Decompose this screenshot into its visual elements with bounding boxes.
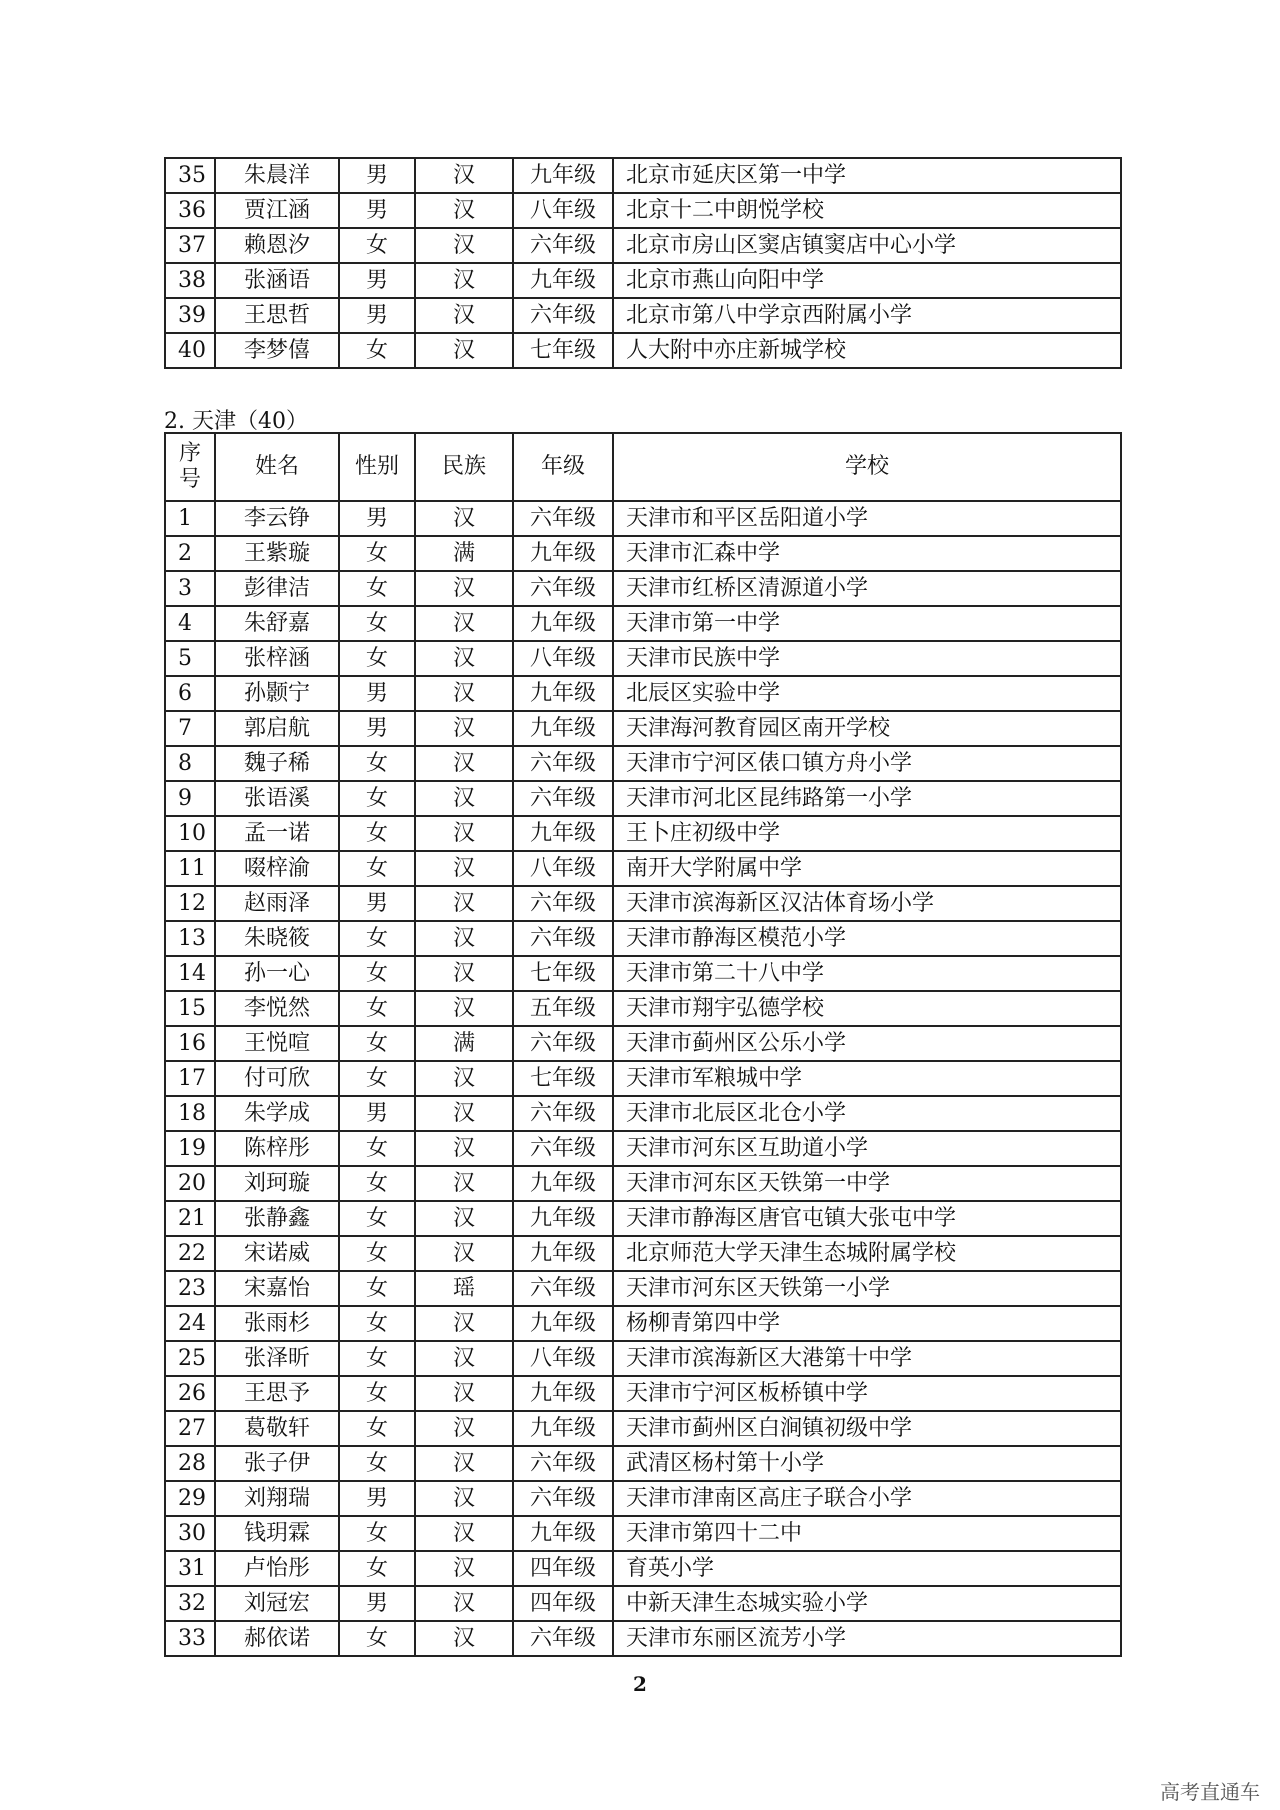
cell-number: 9 [165, 781, 215, 816]
cell-school: 天津市津南区高庄子联合小学 [613, 1481, 1121, 1516]
cell-ethnicity: 汉 [415, 1341, 513, 1376]
cell-name: 卢怡彤 [215, 1551, 339, 1586]
cell-ethnicity: 汉 [415, 746, 513, 781]
cell-ethnicity: 汉 [415, 921, 513, 956]
cell-grade: 四年级 [513, 1586, 613, 1621]
cell-ethnicity: 汉 [415, 956, 513, 991]
cell-gender: 女 [339, 1551, 415, 1586]
cell-name: 魏子稀 [215, 746, 339, 781]
tianjin-student-table [164, 432, 1122, 1657]
cell-name: 朱晨洋 [215, 158, 339, 193]
cell-name: 王思哲 [215, 298, 339, 333]
cell-school: 人大附中亦庄新城学校 [613, 333, 1121, 368]
cell-grade: 九年级 [513, 1201, 613, 1236]
cell-gender: 男 [339, 676, 415, 711]
cell-grade: 九年级 [513, 816, 613, 851]
cell-number: 28 [165, 1446, 215, 1481]
cell-gender: 男 [339, 298, 415, 333]
cell-name: 孙一心 [215, 956, 339, 991]
cell-gender: 男 [339, 1096, 415, 1131]
cell-number: 6 [165, 676, 215, 711]
table-row [165, 956, 1121, 991]
table-row [165, 193, 1121, 228]
cell-ethnicity: 汉 [415, 571, 513, 606]
cell-number: 38 [165, 263, 215, 298]
cell-school: 南开大学附属中学 [613, 851, 1121, 886]
cell-number: 25 [165, 1341, 215, 1376]
cell-name: 朱晓筱 [215, 921, 339, 956]
cell-ethnicity: 汉 [415, 333, 513, 368]
cell-gender: 女 [339, 1061, 415, 1096]
cell-ethnicity: 汉 [415, 1376, 513, 1411]
cell-school: 天津市河东区天铁第一小学 [613, 1271, 1121, 1306]
cell-name: 张子伊 [215, 1446, 339, 1481]
table-row [165, 1061, 1121, 1096]
cell-grade: 九年级 [513, 1166, 613, 1201]
cell-ethnicity: 汉 [415, 193, 513, 228]
cell-ethnicity: 汉 [415, 1551, 513, 1586]
cell-number: 5 [165, 641, 215, 676]
cell-number: 11 [165, 851, 215, 886]
cell-school: 天津市第四十二中 [613, 1516, 1121, 1551]
cell-number: 21 [165, 1201, 215, 1236]
cell-ethnicity: 汉 [415, 1166, 513, 1201]
cell-gender: 女 [339, 746, 415, 781]
cell-ethnicity: 汉 [415, 158, 513, 193]
cell-grade: 六年级 [513, 886, 613, 921]
cell-grade: 八年级 [513, 193, 613, 228]
cell-name: 刘冠宏 [215, 1586, 339, 1621]
cell-name: 张静鑫 [215, 1201, 339, 1236]
cell-school: 天津市河东区互助道小学 [613, 1131, 1121, 1166]
cell-grade: 六年级 [513, 1481, 613, 1516]
cell-name: 陈梓彤 [215, 1131, 339, 1166]
table-row [165, 816, 1121, 851]
cell-school: 北京市燕山向阳中学 [613, 263, 1121, 298]
cell-gender: 女 [339, 781, 415, 816]
cell-gender: 女 [339, 1131, 415, 1166]
cell-school: 北京市房山区窦店镇窦店中心小学 [613, 228, 1121, 263]
cell-school: 天津市东丽区流芳小学 [613, 1621, 1121, 1656]
table-row [165, 158, 1121, 193]
table-header [165, 433, 1121, 501]
table-row [165, 228, 1121, 263]
cell-school: 天津市河北区昆纬路第一小学 [613, 781, 1121, 816]
cell-ethnicity: 满 [415, 536, 513, 571]
cell-number: 35 [165, 158, 215, 193]
header-name: 姓名 [215, 433, 339, 501]
cell-ethnicity: 汉 [415, 711, 513, 746]
table-row [165, 1376, 1121, 1411]
table-row [165, 991, 1121, 1026]
page-number: 2 [633, 1672, 647, 1696]
cell-grade: 九年级 [513, 606, 613, 641]
table-row [165, 1096, 1121, 1131]
cell-school: 天津市宁河区板桥镇中学 [613, 1376, 1121, 1411]
table-row [165, 1411, 1121, 1446]
cell-grade: 六年级 [513, 1271, 613, 1306]
cell-ethnicity: 汉 [415, 886, 513, 921]
cell-grade: 六年级 [513, 746, 613, 781]
table-row [165, 1481, 1121, 1516]
cell-number: 30 [165, 1516, 215, 1551]
table-row [165, 1201, 1121, 1236]
cell-school: 天津市静海区唐官屯镇大张屯中学 [613, 1201, 1121, 1236]
table-row [165, 1271, 1121, 1306]
table-row [165, 536, 1121, 571]
cell-grade: 九年级 [513, 1411, 613, 1446]
cell-number: 39 [165, 298, 215, 333]
cell-name: 张雨杉 [215, 1306, 339, 1341]
cell-gender: 女 [339, 921, 415, 956]
cell-gender: 女 [339, 816, 415, 851]
table-row [165, 851, 1121, 886]
cell-gender: 女 [339, 333, 415, 368]
cell-gender: 女 [339, 1306, 415, 1341]
cell-ethnicity: 汉 [415, 1306, 513, 1341]
cell-grade: 六年级 [513, 781, 613, 816]
cell-name: 张涵语 [215, 263, 339, 298]
cell-name: 贾江涵 [215, 193, 339, 228]
cell-gender: 女 [339, 606, 415, 641]
cell-ethnicity: 汉 [415, 228, 513, 263]
cell-grade: 九年级 [513, 263, 613, 298]
cell-name: 张语溪 [215, 781, 339, 816]
cell-school: 北京十二中朗悦学校 [613, 193, 1121, 228]
cell-grade: 九年级 [513, 158, 613, 193]
cell-gender: 女 [339, 956, 415, 991]
cell-ethnicity: 汉 [415, 641, 513, 676]
cell-ethnicity: 汉 [415, 1446, 513, 1481]
cell-ethnicity: 汉 [415, 1201, 513, 1236]
cell-name: 郭启航 [215, 711, 339, 746]
cell-school: 天津市汇森中学 [613, 536, 1121, 571]
cell-grade: 七年级 [513, 333, 613, 368]
cell-name: 彭律洁 [215, 571, 339, 606]
table-row [165, 501, 1121, 536]
cell-ethnicity: 汉 [415, 781, 513, 816]
table-row [165, 571, 1121, 606]
cell-ethnicity: 汉 [415, 1516, 513, 1551]
cell-grade: 四年级 [513, 1551, 613, 1586]
table-row [165, 711, 1121, 746]
cell-name: 宋诺威 [215, 1236, 339, 1271]
cell-school: 天津市河东区天铁第一中学 [613, 1166, 1121, 1201]
cell-grade: 六年级 [513, 1096, 613, 1131]
cell-gender: 男 [339, 1481, 415, 1516]
cell-gender: 女 [339, 991, 415, 1026]
cell-school: 天津市翔宇弘德学校 [613, 991, 1121, 1026]
cell-gender: 女 [339, 536, 415, 571]
header-ethnicity: 民族 [415, 433, 513, 501]
table-row [165, 1166, 1121, 1201]
table-row [165, 1026, 1121, 1061]
cell-name: 孙颢宁 [215, 676, 339, 711]
cell-school: 天津市蓟州区公乐小学 [613, 1026, 1121, 1061]
cell-number: 14 [165, 956, 215, 991]
header-school: 学校 [613, 433, 1121, 501]
watermark-text: 高考直通车 [1160, 1780, 1260, 1804]
cell-ethnicity: 汉 [415, 298, 513, 333]
cell-school: 中新天津生态城实验小学 [613, 1586, 1121, 1621]
cell-name: 孟一诺 [215, 816, 339, 851]
cell-grade: 六年级 [513, 501, 613, 536]
cell-number: 23 [165, 1271, 215, 1306]
cell-gender: 女 [339, 851, 415, 886]
cell-gender: 女 [339, 228, 415, 263]
cell-grade: 七年级 [513, 1061, 613, 1096]
cell-number: 18 [165, 1096, 215, 1131]
header-row [165, 433, 1121, 501]
table-row [165, 1236, 1121, 1271]
cell-number: 7 [165, 711, 215, 746]
cell-name: 付可欣 [215, 1061, 339, 1096]
cell-name: 朱学成 [215, 1096, 339, 1131]
cell-ethnicity: 汉 [415, 816, 513, 851]
cell-grade: 七年级 [513, 956, 613, 991]
cell-number: 37 [165, 228, 215, 263]
cell-number: 22 [165, 1236, 215, 1271]
cell-school: 北京市延庆区第一中学 [613, 158, 1121, 193]
table-row [165, 1551, 1121, 1586]
cell-gender: 男 [339, 263, 415, 298]
cell-number: 13 [165, 921, 215, 956]
cell-ethnicity: 瑶 [415, 1271, 513, 1306]
cell-number: 20 [165, 1166, 215, 1201]
section-title-tianjin: 2. 天津（40） [164, 409, 308, 434]
cell-name: 王悦喧 [215, 1026, 339, 1061]
cell-school: 天津市军粮城中学 [613, 1061, 1121, 1096]
cell-ethnicity: 汉 [415, 606, 513, 641]
cell-grade: 九年级 [513, 1516, 613, 1551]
cell-ethnicity: 汉 [415, 1411, 513, 1446]
cell-school: 天津市第一中学 [613, 606, 1121, 641]
cell-number: 1 [165, 501, 215, 536]
cell-school: 北辰区实验中学 [613, 676, 1121, 711]
cell-name: 刘珂璇 [215, 1166, 339, 1201]
cell-grade: 八年级 [513, 851, 613, 886]
cell-gender: 男 [339, 711, 415, 746]
cell-grade: 八年级 [513, 641, 613, 676]
cell-number: 24 [165, 1306, 215, 1341]
cell-number: 3 [165, 571, 215, 606]
tianjin-table-body [165, 501, 1121, 1656]
cell-grade: 六年级 [513, 1026, 613, 1061]
beijing-table-body [165, 158, 1121, 368]
cell-school: 天津海河教育园区南开学校 [613, 711, 1121, 746]
cell-school: 北京师范大学天津生态城附属学校 [613, 1236, 1121, 1271]
cell-ethnicity: 汉 [415, 676, 513, 711]
cell-ethnicity: 汉 [415, 1621, 513, 1656]
cell-number: 40 [165, 333, 215, 368]
header-grade: 年级 [513, 433, 613, 501]
cell-grade: 六年级 [513, 228, 613, 263]
cell-grade: 九年级 [513, 1306, 613, 1341]
cell-name: 王紫璇 [215, 536, 339, 571]
cell-name: 钱玥霖 [215, 1516, 339, 1551]
cell-number: 17 [165, 1061, 215, 1096]
cell-school: 育英小学 [613, 1551, 1121, 1586]
table-row [165, 676, 1121, 711]
table-row [165, 1306, 1121, 1341]
cell-name: 朱舒嘉 [215, 606, 339, 641]
cell-gender: 女 [339, 1411, 415, 1446]
cell-ethnicity: 汉 [415, 501, 513, 536]
cell-grade: 八年级 [513, 1341, 613, 1376]
cell-school: 天津市红桥区清源道小学 [613, 571, 1121, 606]
cell-grade: 五年级 [513, 991, 613, 1026]
cell-gender: 女 [339, 1446, 415, 1481]
cell-name: 赖恩汐 [215, 228, 339, 263]
table-row [165, 886, 1121, 921]
cell-name: 刘翔瑞 [215, 1481, 339, 1516]
cell-school: 天津市民族中学 [613, 641, 1121, 676]
cell-number: 29 [165, 1481, 215, 1516]
cell-number: 26 [165, 1376, 215, 1411]
cell-ethnicity: 汉 [415, 1236, 513, 1271]
cell-number: 19 [165, 1131, 215, 1166]
cell-ethnicity: 汉 [415, 1586, 513, 1621]
cell-grade: 九年级 [513, 676, 613, 711]
table-row [165, 263, 1121, 298]
cell-school: 杨柳青第四中学 [613, 1306, 1121, 1341]
table-row [165, 606, 1121, 641]
cell-gender: 男 [339, 193, 415, 228]
cell-name: 张梓涵 [215, 641, 339, 676]
cell-gender: 女 [339, 1201, 415, 1236]
cell-name: 郝依诺 [215, 1621, 339, 1656]
cell-school: 天津市和平区岳阳道小学 [613, 501, 1121, 536]
cell-ethnicity: 汉 [415, 1481, 513, 1516]
cell-school: 武清区杨村第十小学 [613, 1446, 1121, 1481]
cell-grade: 六年级 [513, 571, 613, 606]
cell-name: 宋嘉怡 [215, 1271, 339, 1306]
cell-ethnicity: 汉 [415, 851, 513, 886]
cell-number: 36 [165, 193, 215, 228]
cell-school: 天津市宁河区俵口镇方舟小学 [613, 746, 1121, 781]
table-row [165, 1131, 1121, 1166]
cell-number: 31 [165, 1551, 215, 1586]
cell-number: 10 [165, 816, 215, 851]
cell-number: 27 [165, 1411, 215, 1446]
table-row [165, 1516, 1121, 1551]
cell-number: 33 [165, 1621, 215, 1656]
table-row [165, 746, 1121, 781]
cell-gender: 女 [339, 1341, 415, 1376]
cell-gender: 女 [339, 1026, 415, 1061]
cell-gender: 男 [339, 1586, 415, 1621]
cell-grade: 九年级 [513, 536, 613, 571]
cell-school: 天津市滨海新区汉沽体育场小学 [613, 886, 1121, 921]
cell-gender: 男 [339, 158, 415, 193]
cell-ethnicity: 汉 [415, 1061, 513, 1096]
cell-name: 赵雨泽 [215, 886, 339, 921]
header-number: 序号 [165, 433, 215, 501]
cell-school: 天津市静海区模范小学 [613, 921, 1121, 956]
cell-ethnicity: 汉 [415, 263, 513, 298]
cell-grade: 九年级 [513, 1376, 613, 1411]
table-row [165, 1621, 1121, 1656]
table-row [165, 781, 1121, 816]
header-gender: 性别 [339, 433, 415, 501]
table-row [165, 1446, 1121, 1481]
cell-name: 李云铮 [215, 501, 339, 536]
cell-number: 15 [165, 991, 215, 1026]
cell-name: 李梦僖 [215, 333, 339, 368]
cell-gender: 女 [339, 1621, 415, 1656]
cell-name: 葛敬轩 [215, 1411, 339, 1446]
cell-grade: 六年级 [513, 298, 613, 333]
cell-number: 4 [165, 606, 215, 641]
cell-ethnicity: 汉 [415, 1096, 513, 1131]
cell-grade: 六年级 [513, 1131, 613, 1166]
cell-grade: 六年级 [513, 921, 613, 956]
cell-grade: 九年级 [513, 1236, 613, 1271]
cell-grade: 九年级 [513, 711, 613, 746]
cell-ethnicity: 满 [415, 1026, 513, 1061]
cell-name: 张泽昕 [215, 1341, 339, 1376]
table-row [165, 333, 1121, 368]
table-row [165, 1586, 1121, 1621]
cell-ethnicity: 汉 [415, 991, 513, 1026]
cell-school: 北京市第八中学京西附属小学 [613, 298, 1121, 333]
cell-gender: 女 [339, 571, 415, 606]
cell-gender: 男 [339, 886, 415, 921]
cell-name: 王思予 [215, 1376, 339, 1411]
cell-grade: 六年级 [513, 1621, 613, 1656]
cell-school: 天津市北辰区北仓小学 [613, 1096, 1121, 1131]
cell-gender: 女 [339, 1236, 415, 1271]
table-row [165, 298, 1121, 333]
beijing-student-table [164, 157, 1122, 369]
cell-school: 天津市第二十八中学 [613, 956, 1121, 991]
cell-gender: 女 [339, 641, 415, 676]
cell-school: 王卜庄初级中学 [613, 816, 1121, 851]
table-row [165, 921, 1121, 956]
cell-number: 8 [165, 746, 215, 781]
cell-name: 李悦然 [215, 991, 339, 1026]
cell-gender: 男 [339, 501, 415, 536]
cell-school: 天津市滨海新区大港第十中学 [613, 1341, 1121, 1376]
cell-number: 12 [165, 886, 215, 921]
cell-gender: 女 [339, 1271, 415, 1306]
table-row [165, 1341, 1121, 1376]
cell-ethnicity: 汉 [415, 1131, 513, 1166]
cell-number: 32 [165, 1586, 215, 1621]
cell-gender: 女 [339, 1516, 415, 1551]
table-row [165, 641, 1121, 676]
cell-gender: 女 [339, 1166, 415, 1201]
cell-number: 16 [165, 1026, 215, 1061]
cell-name: 啜梓渝 [215, 851, 339, 886]
cell-number: 2 [165, 536, 215, 571]
cell-school: 天津市蓟州区白涧镇初级中学 [613, 1411, 1121, 1446]
cell-gender: 女 [339, 1376, 415, 1411]
cell-grade: 六年级 [513, 1446, 613, 1481]
